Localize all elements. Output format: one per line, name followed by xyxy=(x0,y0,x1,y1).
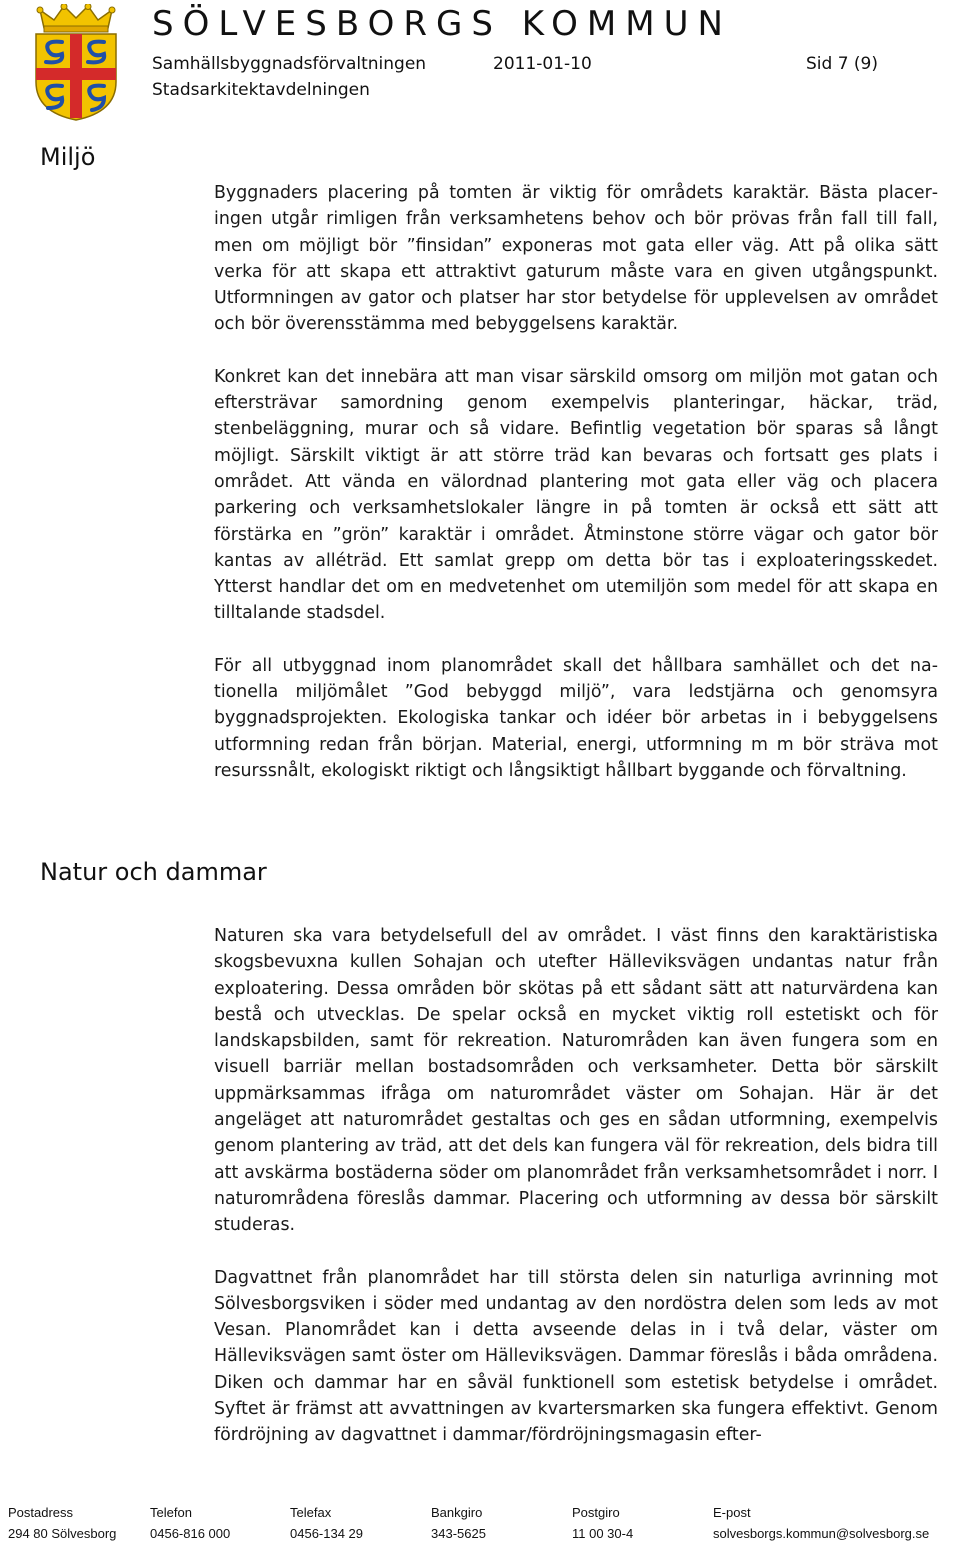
footer-value: 11 00 30-4 xyxy=(572,1526,634,1541)
organization-name: SÖLVESBORGS KOMMUN xyxy=(152,4,732,44)
crown-icon xyxy=(37,4,115,32)
section-heading-miljo: Miljö xyxy=(40,143,96,171)
document-date: 2011-01-10 xyxy=(493,54,592,74)
paragraph: För all utbyggnad inom planområdet skall det hållbara samhället och det nationella miljömålet ”God bebyggd miljö”, vara ledstjärna och genomsyra byggnadsprojekten. Ekologiska tankar och idéer bör arbetas in i bebyggelsens utformning redan från början. Material, energi, utformning m m bör sträva mot resurssnålt, ekologiskt riktigt och långsiktigt hållbart byggande och förvaltning. xyxy=(214,655,938,781)
municipal-crest-logo xyxy=(30,4,122,122)
footer-label: Telefon xyxy=(150,1505,192,1520)
footer-value: 294 80 Sölvesborg xyxy=(8,1526,117,1541)
footer-bankgiro xyxy=(431,1505,486,1541)
footer-label: E-post xyxy=(713,1505,751,1520)
paragraph: Naturen ska vara betydelsefull del av området. I väst finns den karaktäristiska skogsbevuxna kullen Sohajan och utefter Hälleviksvägen undantas natur från exploatering. Dessa områden bör skötas på ett sådant sätt att naturvärdena kan bestå och utvecklas. De spelar också en mycket viktig roll estetiskt och för landskapsbilden, samt för rekreation. Naturområden kan även fungera som en visuell barriär mellan bostadsområden och verksamheter. Detta bör särskilt uppmärksammas ifråga om naturområdet väster om Sohajan. Här är det angeläget att naturområdet gestaltas och ges en sådan utformning, exempelvis genom plantering av träd, att det dels kan fungera väl för rekreation, dels bidra till att avskärma bostäderna söder om planområdet från verksamhetsområdet i norr. I naturområdena föreslås dammar. Placering och utformning av dessa bör särskilt studeras. xyxy=(214,926,938,1236)
page-number: Sid 7 (9) xyxy=(806,54,879,74)
footer-label: Postgiro xyxy=(572,1505,620,1520)
footer-postgiro xyxy=(572,1505,633,1541)
footer-value: 0456-816 000 xyxy=(150,1526,231,1541)
section-body-natur xyxy=(214,923,938,1449)
footer-label: Telefax xyxy=(290,1505,332,1520)
page-footer xyxy=(0,1505,960,1541)
section-heading-natur: Natur och dammar xyxy=(40,858,267,886)
paragraph: Konkret kan det innebära att man visar särskild omsorg om miljön mot gatan och eftersträvar samordning genom exempelvis planteringar, häckar, träd, stenbeläggning, murar och så vidare. Befintlig vegetation bör sparas så långt möjligt. Särskilt viktigt är att större träd kan bevaras och fortsatt ges plats i området. Att vända en välordnad plantering mot gata eller väg och placera parkering och verksamhetslokaler längre in på tomten är också ett sätt att förstärka en ”grön” karaktär i området. Åtminstone större vägar och gator bör kantas av alléträd. Ett samlat grepp om detta bör tas i exploateringsskedet. Ytterst handlar det om en medvetenhet om utemiljön som medel för att skapa en tilltalande stadsdel. xyxy=(214,366,938,624)
unit-name: Stadsarkitektavdelningen xyxy=(152,80,370,100)
paragraph: Dagvattnet från planområdet har till största delen sin naturliga avrinning mot Sölvesborgsviken i söder med undantag av den nordöstra delen som leds av mot Vesan. Planområdet kan i detta avseende delas in i två delar, väster om Hälleviksvägen samt öster om Hälleviksvägen. Dammar föreslås i båda områdena. Diken och dammar har en såväl funktionell som estetisk betydelse i området. Syftet är främst att avvattningen av kvartersmarken ska fungera effektivt. Genom fördröjning av dagvattnet i dammar/fördröjningsmagasin efter- xyxy=(214,1267,938,1446)
footer-label: Bankgiro xyxy=(431,1505,483,1520)
footer-value: 343-5625 xyxy=(431,1526,486,1541)
section-body-miljo xyxy=(214,180,938,784)
footer-postadress xyxy=(8,1505,116,1541)
footer-telefon xyxy=(150,1505,230,1541)
footer-label: Postadress xyxy=(8,1505,74,1520)
footer-value: 0456-134 29 xyxy=(290,1526,364,1541)
footer-value: solvesborgs.kommun@solvesborg.se xyxy=(713,1526,930,1541)
footer-epost xyxy=(713,1505,929,1541)
department-name: Samhällsbyggnadsförvaltningen xyxy=(152,54,427,74)
paragraph: Byggnaders placering på tomten är viktig för områdets karaktär. Bästa placeringen utgår rimligen från verksamhetens behov och bör prövas från fall till fall, men om möjligt bör ”finsidan” exponeras mot gata eller väg. Att på olika sätt verka för att skapa ett attraktivt gaturum måste vara en given utgångspunkt. Utformningen av gator och platser har stor betydelse för upplevelsen av området och bör överensstämma med bebyggelsens karaktär. xyxy=(214,183,938,335)
footer-telefax xyxy=(290,1505,363,1541)
